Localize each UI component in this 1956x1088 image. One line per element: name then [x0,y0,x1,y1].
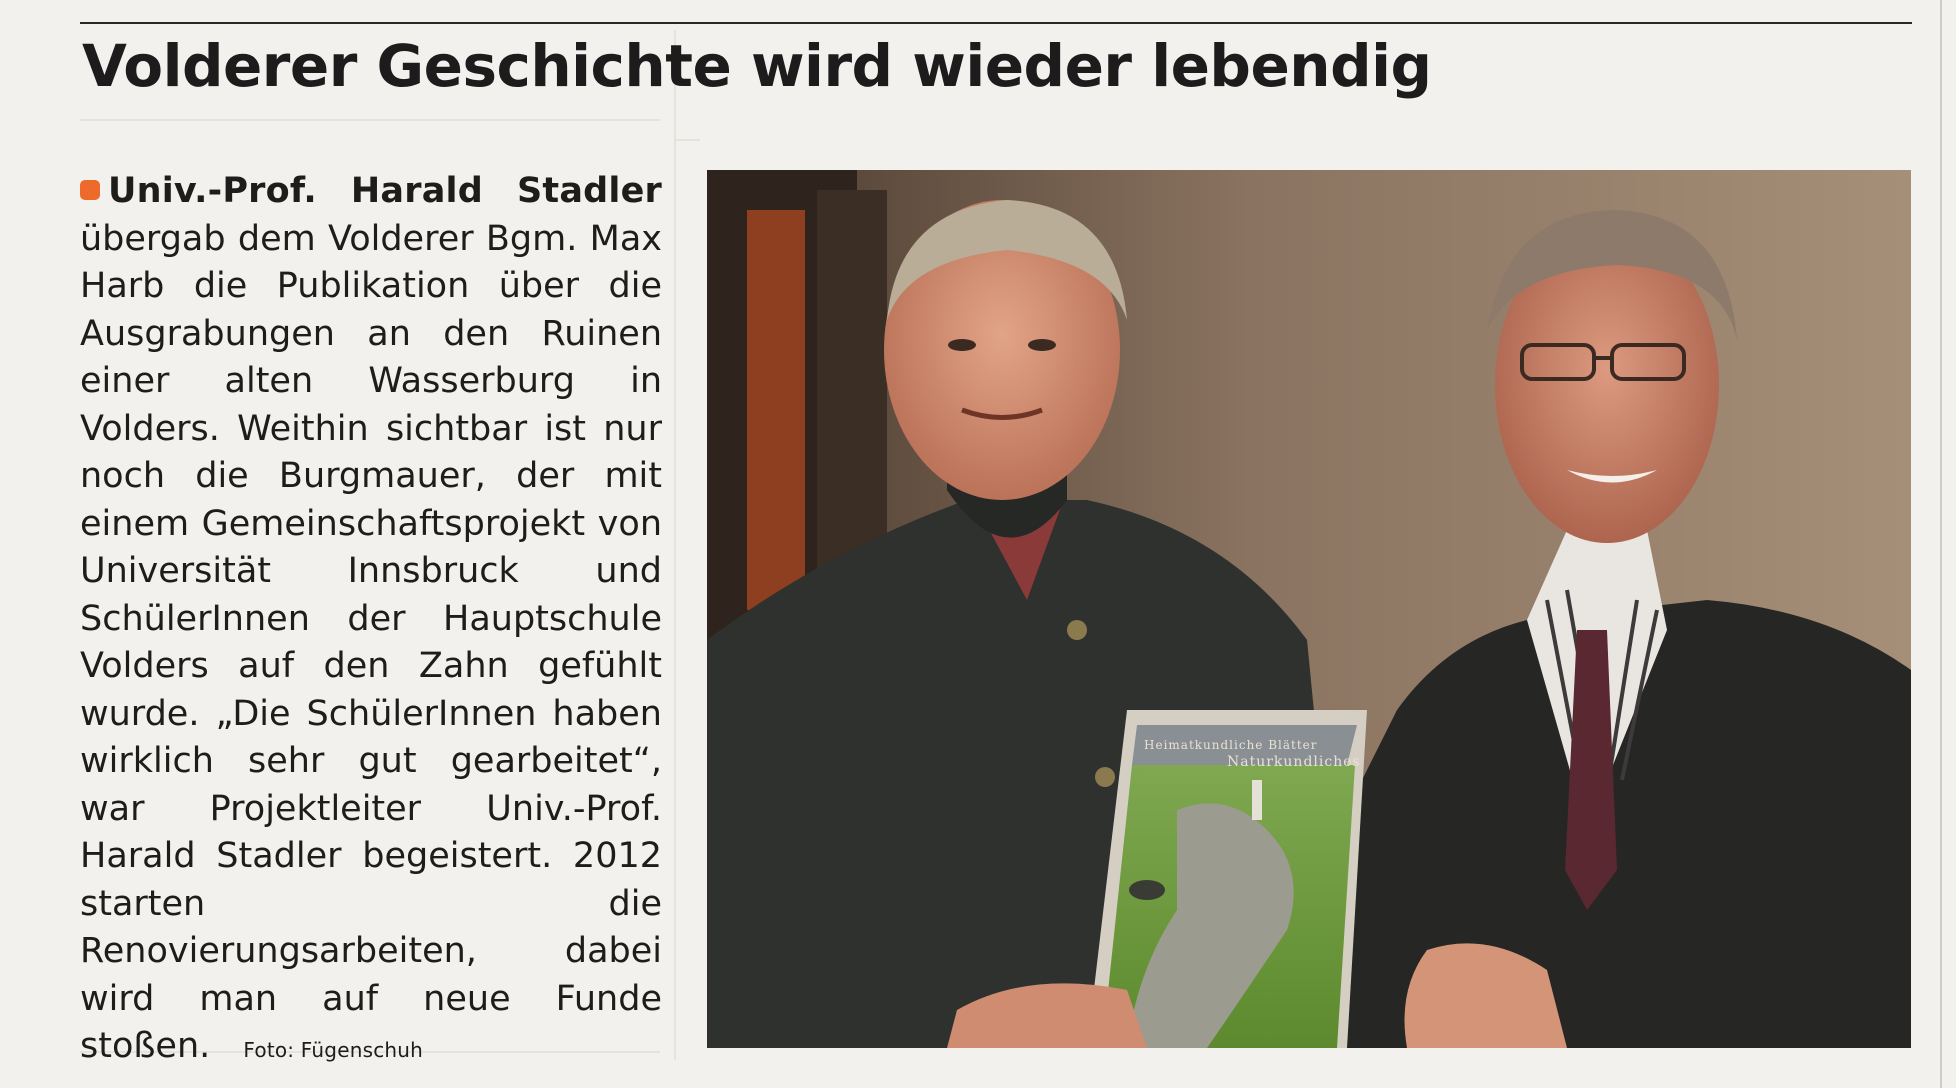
photo-illustration [707,170,1911,1048]
article-body [80,168,662,1075]
page-edge-rule [1940,0,1942,1088]
book-title: Heimatkundliche Blätter [1144,738,1318,752]
article-photo [707,170,1911,1048]
photo-credit: Foto: Fügenschuh [243,1038,424,1062]
article-lead: Univ.-Prof. Harald Stadler [108,171,662,211]
headline: Volderer Geschichte wird wieder lebendig [82,32,1432,100]
top-rule [80,22,1912,24]
book-subtitle: Naturkundliches [1227,754,1361,770]
orange-bullet-icon [80,180,100,200]
article-text: übergab dem Volderer Bgm. Max Harb die Publikation über die Ausgrabungen an den Ruinen einer alten Wasserburg in Volders. Weithin sichtbar ist nur noch die Burgmauer, der mit einem Gemeinschaftsprojekt von Universität Innsbruck und SchülerInnen der Hauptschule Volders auf den Zahn gefühlt wurde. „Die SchülerInnen haben wirklich sehr gut gearbeitet“, war Projektleiter Univ.-Prof. Harald Stadler begeistert. 2012 starten die Renovierungsarbeiten, dabei wird man auf neue Funde stoßen. [80,218,662,1066]
